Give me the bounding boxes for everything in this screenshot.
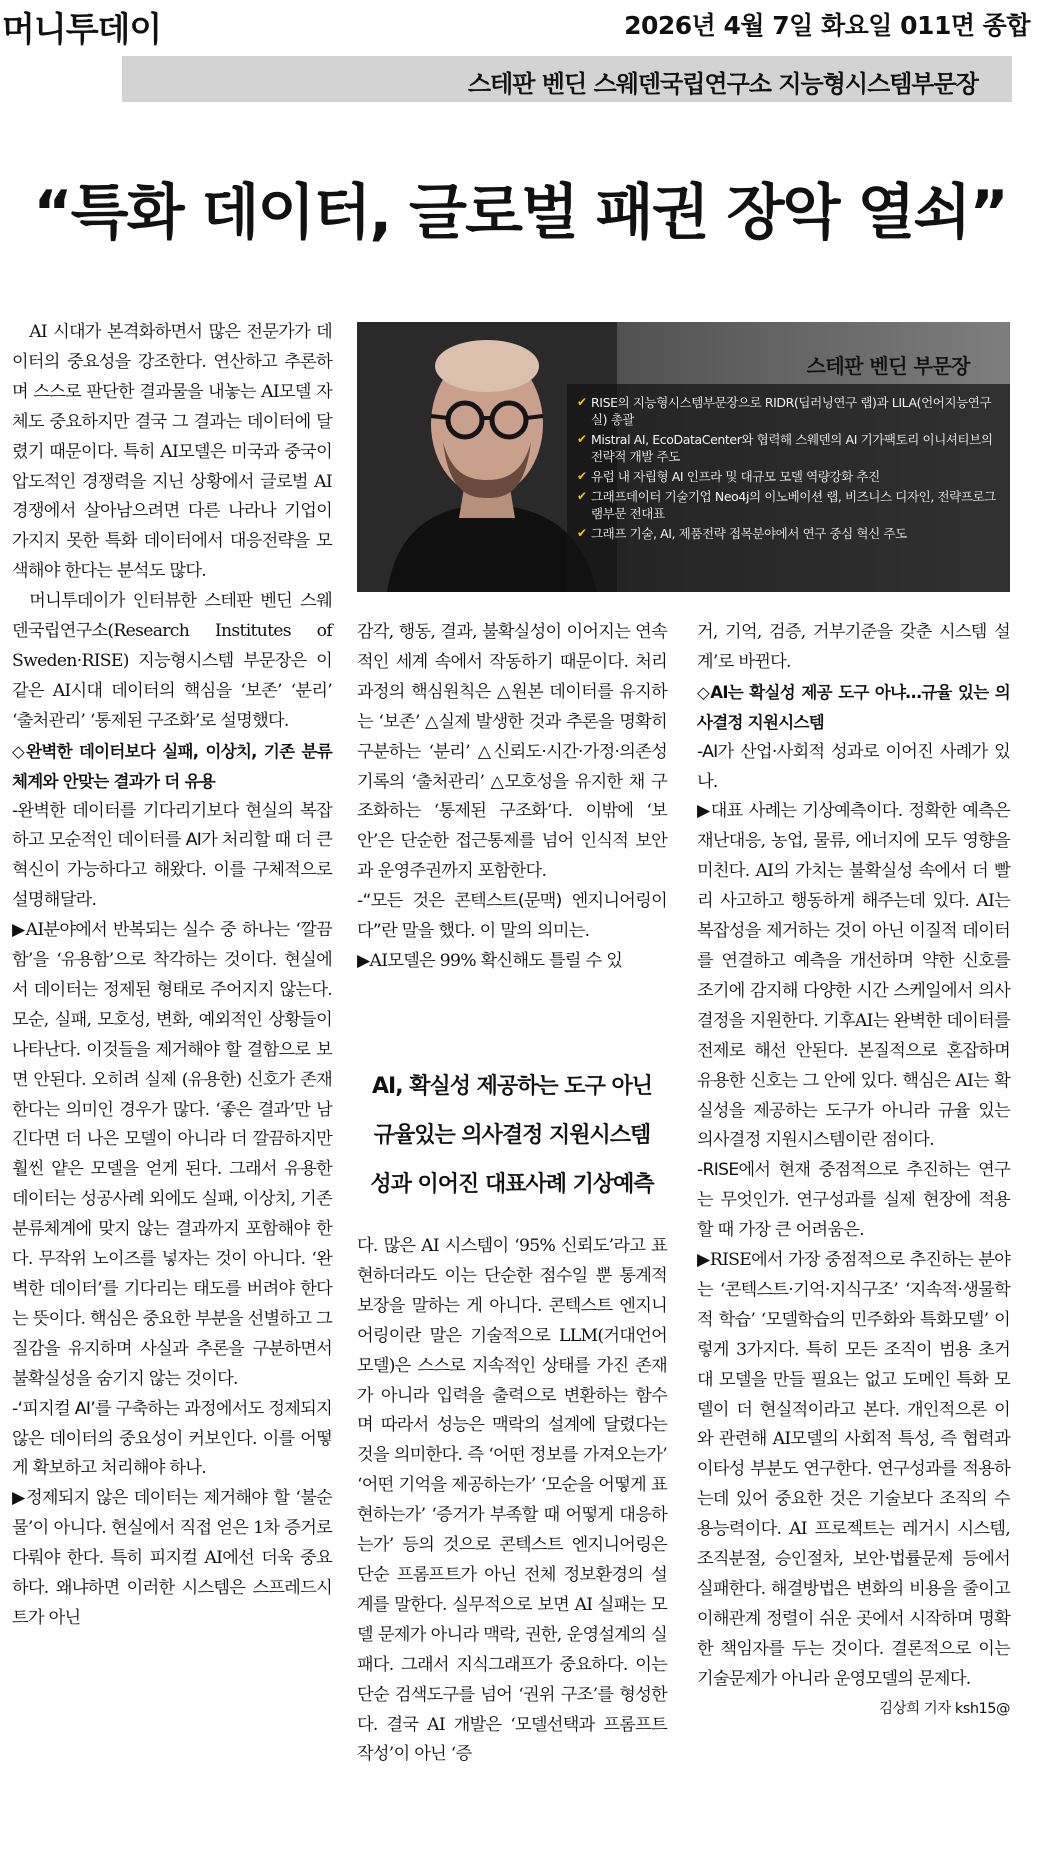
- pull-quote-line: AI, 확실성 제공하는 도구 아닌: [372, 1074, 652, 1099]
- interview-answer: 거, 기억, 검증, 거부기준을 갖춘 시스템 설계’로 바뀐다.: [697, 622, 1010, 672]
- interview-answer: ▶AI모델은 99% 확신해도 틀릴 수 있: [357, 950, 623, 971]
- check-icon: ✔: [577, 395, 587, 409]
- interview-question: -“모든 것은 콘텍스트(문맥) 엔지니어링이다”란 말을 했다. 이 말의 의미는.: [357, 891, 667, 942]
- dateline: 2026년 4월 7일 화요일 011면 종합: [624, 11, 1030, 40]
- article-column-1: [12, 318, 332, 1634]
- profile-item-text: RISE의 지능형시스템부문장으로 RIDR(딥러닝연구 랩)과 LILA(언어지능연구실) 총괄: [591, 395, 992, 427]
- pull-quote: [357, 1062, 667, 1212]
- check-icon: ✔: [577, 489, 587, 503]
- paragraph: 머니투데이가 인터뷰한 스테판 벤딘 스웨덴국립연구소(Research Institutes of Sweden·RISE) 지능형시스템 부문장은 이같은 AI시대 데이터의 핵심을 ‘보존’ ‘분리’ ‘출처관리’ ‘통제된 구조화’로 설명했다.: [12, 591, 332, 731]
- masthead: [0, 0, 1040, 58]
- publication-name: 머니투데이: [2, 10, 162, 50]
- profile-item: [577, 488, 1002, 522]
- check-icon: ✔: [577, 469, 587, 483]
- interview-question: -AI가 산업·사회적 성과로 이어진 사례가 있나.: [697, 741, 1010, 792]
- profile-item-text: Mistral AI, EcoDataCenter와 협력해 스웨덴의 AI 기가팩토리 이니셔티브의 전략적 개발 주도: [591, 432, 993, 464]
- check-icon: ✔: [577, 526, 587, 540]
- interview-answer: 다. 많은 AI 시스템이 ‘95% 신뢰도’라고 표현하더라도 이는 단순한 점수일 뿐 통계적 보장을 말하는 게 아니다. 콘텍스트 엔지니어링이란 말은 기술적으로 LLM(거대언어모델)은 스스로 지속적인 상태를 가진 존재가 아니라 입력을 출력으로 변환하는 함수며 따라서 성능은 맥락의 설계에 달렸다는 것을 의미한다. 즉 ‘어떤 정보를 가져오는가’ ‘어떤 기억을 제공하는가’ ‘모순을 어떻게 표현하는가’ ‘증거가 부족할 때 어떻게 대응하는가’ 등의 것으로 콘텍스트 엔지니어링은 단순 프롬프트가 아닌 전체 정보환경의 설계를 말한다. 실무적으로 보면 AI 실패는 모델 문제가 아니라 맥락, 권한, 운영설계의 실패다. 그래서 지식그래프가 중요하다. 이는 단순 검색도구를 넘어 ‘권위 구조’를 형성한다. 결국 AI 개발은 ‘모델선택과 프롬프트 작성’이 아닌 ‘증: [357, 1236, 667, 1765]
- section-subhead: ◇AI는 확실성 제공 도구 아냐…규율 있는 의사결정 지원시스템: [697, 682, 1010, 732]
- interview-question: -RISE에서 현재 중점적으로 추진하는 연구는 무엇인가. 연구성과를 실제 현장에 적용할 때 가장 큰 어려움은.: [697, 1160, 1010, 1241]
- kicker-bar: [122, 56, 1012, 102]
- interview-question: -‘피지컬 AI’를 구축하는 과정에서도 정제되지 않은 데이터의 중요성이 커보인다. 이를 어떻게 확보하고 처리해야 하나.: [12, 1398, 332, 1479]
- section-subhead: ◇완벽한 데이터보다 실패, 이상치, 기존 분류체계와 안맞는 결과가 더 유용: [12, 741, 332, 791]
- interview-answer: 감각, 행동, 결과, 불확실성이 이어지는 연속적인 세계 속에서 작동하기 때문이다. 처리과정의 핵심원칙은 △원본 데이터를 유지하는 ‘보존’ △실제 발생한 것과 추론을 명확히 구분하는 ‘분리’ △신뢰도·시간·가정·의존성 기록의 ‘출처관리’ △모호성을 유지한 채 구조화하는 ‘통제된 구조화’다. 이밖에 ‘보안’은 단순한 접근통제를 넘어 인식적 보안과 운영주권까지 포함한다.: [357, 622, 667, 882]
- caption-name: 스테판 벤딘 부문장: [806, 354, 970, 378]
- profile-list: [577, 394, 1002, 545]
- byline: 김상희 기자 ksh15@: [879, 1700, 1010, 1717]
- profile-item: [577, 468, 1002, 485]
- profile-item-text: 그래프 기술, AI, 제품전략 접목분야에서 연구 중심 혁신 주도: [591, 526, 907, 541]
- article-column-2: [357, 618, 667, 977]
- profile-item: [577, 431, 1002, 465]
- headline: “특화 데이터, 글로벌 패권 장악 열쇠”: [33, 178, 1007, 248]
- interview-answer: [697, 1246, 1010, 1717]
- interviewee-photo: [357, 322, 1010, 592]
- article-column-2-continued: [357, 1232, 667, 1770]
- article-column-3: [697, 618, 1010, 1725]
- check-icon: ✔: [577, 432, 587, 446]
- profile-item: [577, 394, 1002, 428]
- interview-answer-text: ▶RISE에서 가장 중점적으로 추진하는 분야는 ‘콘텍스트·기억·지식구조’ ‘지속적·생물학적 학습’ ‘모델학습의 민주화와 특화모델’ 이렇게 3가지다. 특히 모든 조직이 범용 초거대 모델을 만들 필요는 없고 도메인 특화 모델이 더 현실적이라고 본다. 개인적으론 이와 관련해 AI모델의 사회적 특성, 즉 협력과 이타성 부분도 연구한다. 연구성과를 적용하는데 있어 중요한 것은 기술보다 조직의 수용능력이다. AI 프로젝트는 레거시 시스템, 조직분절, 승인절차, 보안·법률문제 등에서 실패한다. 해결방법은 변화의 비용을 줄이고 이해관계 정렬이 쉬운 곳에서 시작하며 명확한 책임자를 두는 것이다. 결론적으로 이는 기술문제가 아니라 운영모델의 문제다.: [697, 1250, 1010, 1689]
- interview-question: -완벽한 데이터를 기다리기보다 현실의 복잡하고 모순적인 데이터를 AI가 처리할 때 더 큰 혁신이 가능하다고 해왔다. 이를 구체적으로 설명해달라.: [12, 800, 332, 911]
- profile-item: [577, 525, 1002, 542]
- kicker-text: 스테판 벤딘 스웨덴국립연구소 지능형시스템부문장: [467, 70, 978, 98]
- paragraph: AI 시대가 본격화하면서 많은 전문가가 데이터의 중요성을 강조한다. 연산하고 추론하며 스스로 판단한 결과물을 내놓는 AI모델 자체도 중요하지만 결국 그 결과는 데이터에 달렸기 때문이다. 특히 AI모델은 미국과 중국이 압도적인 경쟁력을 지닌 상황에서 글로벌 AI 경쟁에서 살아남으려면 다른 나라나 기업이 가지지 못한 특화 데이터에서 대응전략을 모색해야 한다는 분석도 많다.: [12, 322, 332, 582]
- pull-quote-line: 성과 이어진 대표사례 기상예측: [370, 1172, 654, 1197]
- interview-answer: ▶정제되지 않은 데이터는 제거해야 할 ‘불순물’이 아니다. 현실에서 직접 얻은 1차 증거로 다뤄야 한다. 특히 피지컬 AI에선 더욱 중요하다. 왜냐하면 이러한 시스템은 스프레드시트가 아닌: [12, 1488, 332, 1628]
- profile-item-text: 그래프데이터 기술기업 Neo4j의 이노베이션 랩, 비즈니스 디자인, 전략프로그램부문 전대표: [591, 489, 996, 521]
- interview-answer: ▶AI분야에서 반복되는 실수 중 하나는 ‘깔끔함’을 ‘유용함’으로 착각하는 것이다. 현실에서 데이터는 정제된 형태로 주어지지 않는다. 모순, 실패, 모호성, 변화, 예외적인 상황들이 나타난다. 이것들을 제거해야 할 결함으로 보면 안된다. 오히려 실제 (유용한) 신호가 존재한다는 의미인 경우가 많다. ‘좋은 결과’만 남긴다면 더 나은 모델이 아니라 더 깔끔하지만 훨씬 얕은 모델을 얻게 된다. 그래서 유용한 데이터는 성공사례 외에도 실패, 이상치, 기존 분류체계에 맞지 않는 결과까지 포함해야 한다. 무작위 노이즈를 넣자는 것이 아니다. ‘완벽한 데이터’를 기다리는 태도를 버려야 한다는 뜻이다. 핵심은 중요한 부분을 선별하고 그 질감을 유지하며 사실과 추론을 구분하면서 불확실성을 숨기지 않는 것이다.: [12, 920, 332, 1389]
- pull-quote-line: 규율있는 의사결정 지원시스템: [373, 1123, 651, 1148]
- interview-answer: ▶대표 사례는 기상예측이다. 정확한 예측은 재난대응, 농업, 물류, 에너지에 모두 영향을 미친다. AI의 가치는 불확실성 속에서 더 빨리 사고하고 행동하게 해주는데 있다. AI는 복잡성을 제거하는 것이 아닌 이질적 데이터를 연결하고 예측을 개선하며 약한 신호를 조기에 감지해 다양한 시간 스케일에서 의사결정을 지원한다. 기후AI는 완벽한 데이터를 전제로 해선 안된다. 본질적으로 혼잡하며 유용한 신호는 그 안에 있다. 핵심은 AI는 확실성을 제공하는 도구가 아니라 규율 있는 의사결정 지원시스템이란 점이다.: [697, 801, 1010, 1151]
- profile-item-text: 유럽 내 자립형 AI 인프라 및 대규모 모델 역량강화 추진: [591, 469, 880, 484]
